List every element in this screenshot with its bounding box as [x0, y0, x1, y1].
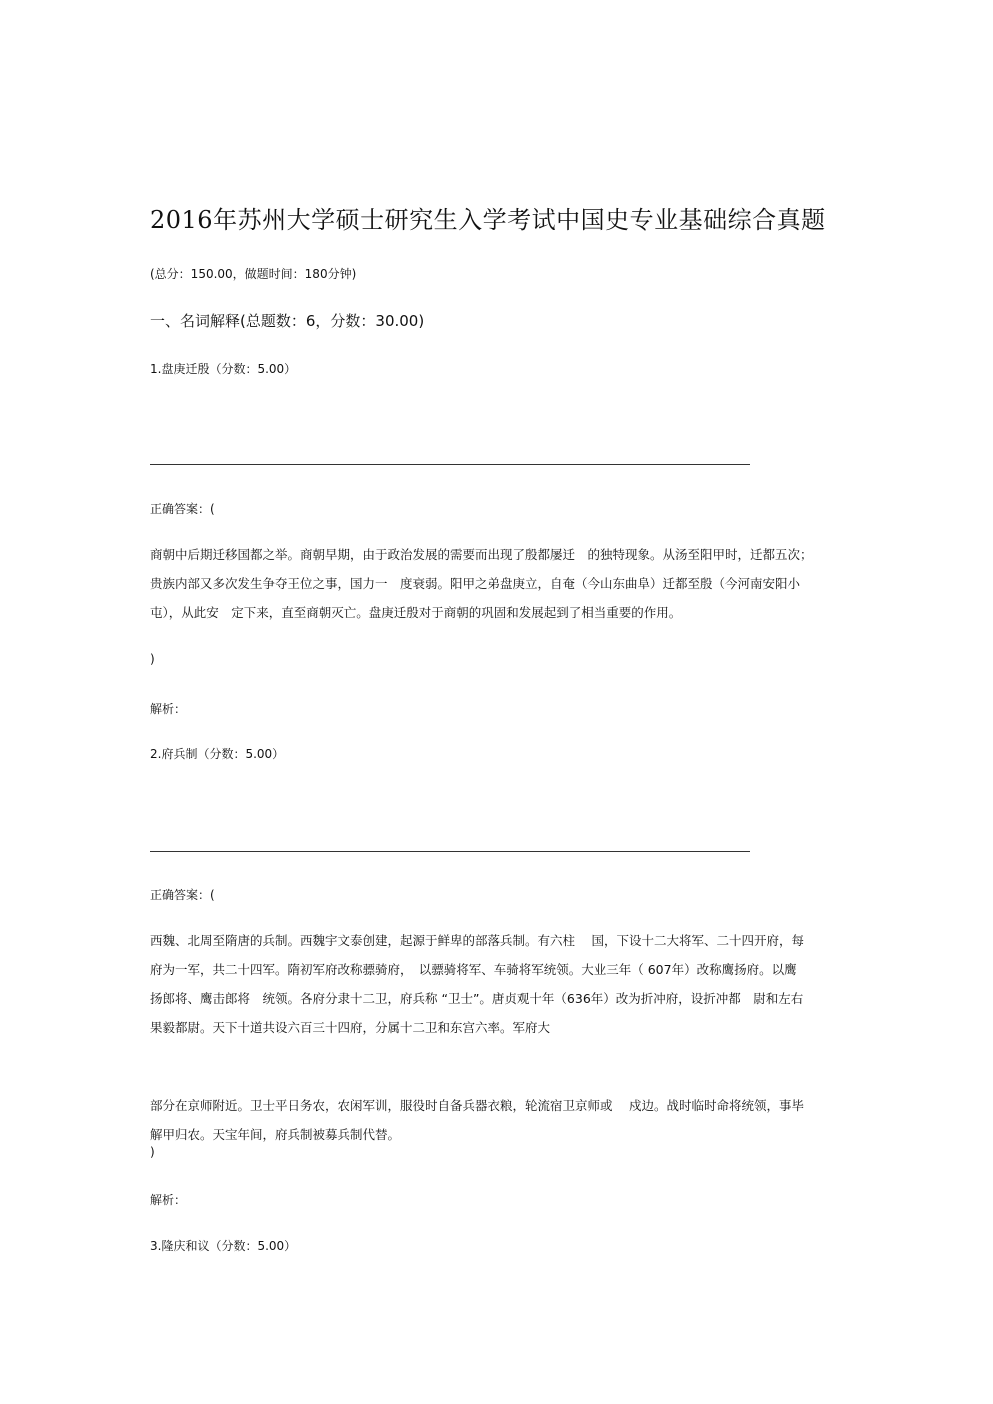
question-1-answer-close: ) — [150, 652, 155, 666]
question-1-analysis-label: 解析： — [150, 702, 187, 716]
question-2-heading: 2.府兵制（分数：5.00） — [150, 747, 285, 761]
section-heading: 一、名词解释(总题数：6，分数：30.00) — [150, 312, 425, 330]
question-3-heading: 3.隆庆和议（分数：5.00） — [150, 1239, 297, 1253]
answer-line: 府为一军，共二十四军。隋初军府改称骠骑府， 以骠骑将军、车骑将军统领。大业三年（ 607年）改称鹰扬府。以鹰 — [150, 962, 797, 977]
answer-rule-1 — [150, 464, 750, 465]
question-2-answer-body-cont — [150, 1091, 840, 1149]
question-2-answer-label: 正确答案：( — [150, 888, 215, 902]
answer-line: 解甲归农。天宝年间，府兵制被募兵制代替。 — [150, 1127, 401, 1142]
answer-line: 部分在京师附近。卫士平日务农，农闲军训，服役时自备兵器衣粮，轮流宿卫京师或 戍边。战时临时命将统领，事毕 — [150, 1098, 804, 1113]
answer-line: 扬郎将、鹰击郎将 统领。各府分隶十二卫，府兵称 “卫士”。唐贞观十年（636年）改为折冲府，设折冲都 尉和左右 — [150, 991, 804, 1006]
question-2-answer-close: ) — [150, 1145, 155, 1159]
answer-line: 屯），从此安 定下来，直至商朝灭亡。盘庚迁殷对于商朝的巩固和发展起到了相当重要的作用。 — [150, 605, 682, 620]
answer-line: 商朝中后期迁移国都之举。商朝早期，由于政治发展的需要而出现了殷都屡迁 的独特现象。从汤至阳甲时，迁都五次； — [150, 547, 813, 562]
question-2-analysis-label: 解析： — [150, 1193, 187, 1207]
answer-line: 西魏、北周至隋唐的兵制。西魏宇文泰创建，起源于鲜卑的部落兵制。有六柱 国，下设十二大将军、二十四开府，每 — [150, 933, 804, 948]
answer-rule-2 — [150, 851, 750, 852]
document-title: 2016年苏州大学硕士研究生入学考试中国史专业基础综合真题 — [150, 206, 826, 234]
question-1-answer-label: 正确答案：( — [150, 502, 215, 516]
question-1-heading: 1.盘庚迁殷（分数：5.00） — [150, 362, 297, 376]
answer-line: 果毅都尉。天下十道共设六百三十四府，分属十二卫和东宫六率。军府大 — [150, 1020, 551, 1035]
question-2-answer-body — [150, 926, 840, 1042]
exam-meta: (总分：150.00，做题时间：180分钟) — [150, 267, 357, 281]
answer-line: 贵族内部又多次发生争夺王位之事，国力一 度衰弱。阳甲之弟盘庚立，自奄（今山东曲阜）迁都至殷（今河南安阳小 — [150, 576, 801, 591]
question-1-answer-body — [150, 540, 840, 627]
